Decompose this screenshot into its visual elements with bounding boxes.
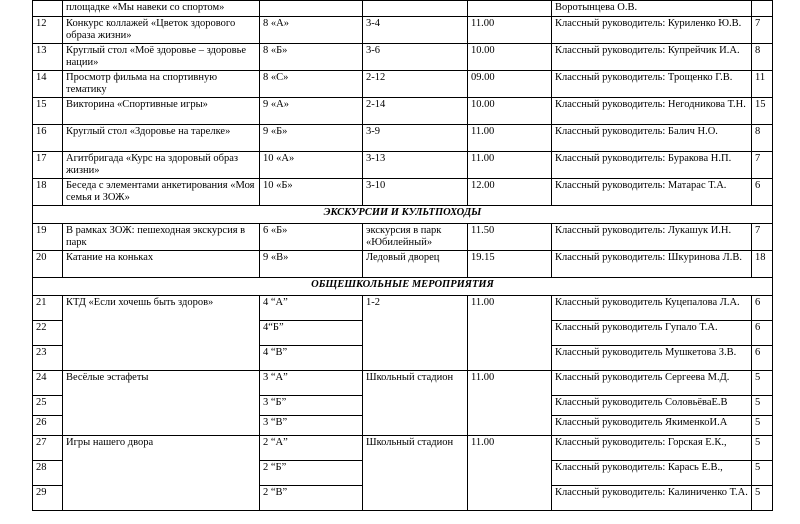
place-cell: 2-12 [363, 71, 468, 98]
place-cell: Ледовый дворец [363, 251, 468, 278]
count-cell: 5 [752, 371, 773, 396]
schedule-table [32, 0, 773, 511]
row-number: 27 [33, 436, 63, 461]
place-cell: 2-14 [363, 98, 468, 125]
event-name: Викторина «Спортивные игры» [63, 98, 260, 125]
class-cell: 8 «С» [260, 71, 363, 98]
count-cell: 6 [752, 296, 773, 321]
class-cell: 4“Б” [260, 321, 363, 346]
responsible-cell: Классный руководитель: Балич Н.О. [552, 125, 752, 152]
time-cell: 11.00 [468, 296, 552, 371]
place-cell: Школьный стадион [363, 371, 468, 436]
responsible-cell: Классный руководитель Мушкетова З.В. [552, 346, 752, 371]
row-number: 28 [33, 461, 63, 486]
count-cell: 7 [752, 224, 773, 251]
table-row [33, 1, 773, 17]
class-cell: 6 «Б» [260, 224, 363, 251]
count-cell: 7 [752, 17, 773, 44]
class-cell: 10 «Б» [260, 179, 363, 206]
count-cell: 5 [752, 416, 773, 436]
class-cell: 3 “Б” [260, 396, 363, 416]
responsible-cell: Классный руководитель: Буракова Н.П. [552, 152, 752, 179]
event-name: площадке «Мы навеки со спортом» [63, 1, 260, 17]
responsible-cell: Классный руководитель: Карась Е.В., [552, 461, 752, 486]
time-cell: 11.00 [468, 371, 552, 436]
class-cell: 2 “В” [260, 486, 363, 511]
count-cell: 11 [752, 71, 773, 98]
event-name: Весёлые эстафеты [63, 371, 260, 436]
responsible-cell: Классный руководитель: Купрейчик И.А. [552, 44, 752, 71]
class-cell: 8 «Б» [260, 44, 363, 71]
table-row [33, 436, 773, 461]
row-number: 14 [33, 71, 63, 98]
time-cell: 11.50 [468, 224, 552, 251]
time-cell: 19.15 [468, 251, 552, 278]
place-cell [363, 1, 468, 17]
count-cell: 8 [752, 125, 773, 152]
time-cell: 10.00 [468, 44, 552, 71]
responsible-cell: Классный руководитель: Калиниченко Т.А. [552, 486, 752, 511]
event-name: Агитбригада «Курс на здоровый образ жизни» [63, 152, 260, 179]
place-cell: экскурсия в парк «Юбилейный» [363, 224, 468, 251]
class-cell: 4 “А” [260, 296, 363, 321]
row-number: 17 [33, 152, 63, 179]
place-cell: 3-6 [363, 44, 468, 71]
class-cell: 8 «А» [260, 17, 363, 44]
count-cell: 6 [752, 346, 773, 371]
event-name: В рамках ЗОЖ: пешеходная экскурсия в парк [63, 224, 260, 251]
row-number: 22 [33, 321, 63, 346]
table-row [33, 44, 773, 71]
class-cell: 9 «Б» [260, 125, 363, 152]
table-row [33, 179, 773, 206]
responsible-cell: Классный руководитель Гупало Т.А. [552, 321, 752, 346]
table-row [33, 17, 773, 44]
table-row [33, 371, 773, 396]
class-cell: 4 “В” [260, 346, 363, 371]
table-row [33, 224, 773, 251]
responsible-cell: Классный руководитель Куцепалова Л.А. [552, 296, 752, 321]
table-row [33, 71, 773, 98]
table-row [33, 296, 773, 321]
count-cell: 5 [752, 486, 773, 511]
count-cell: 6 [752, 321, 773, 346]
table-row [33, 251, 773, 278]
responsible-cell: Классный руководитель: Куриленко Ю.В. [552, 17, 752, 44]
event-name: Круглый стол «Здоровье на тарелке» [63, 125, 260, 152]
class-cell: 3 “А” [260, 371, 363, 396]
row-number: 26 [33, 416, 63, 436]
time-cell: 11.00 [468, 17, 552, 44]
class-cell: 9 «А» [260, 98, 363, 125]
row-number: 15 [33, 98, 63, 125]
section-row [33, 278, 773, 296]
count-cell: 7 [752, 152, 773, 179]
event-name: КТД «Если хочешь быть здоров» [63, 296, 260, 371]
time-cell [468, 1, 552, 17]
time-cell: 11.00 [468, 125, 552, 152]
responsible-cell: Классный руководитель: Горская Е.К., [552, 436, 752, 461]
count-cell: 5 [752, 396, 773, 416]
place-cell: 3-10 [363, 179, 468, 206]
time-cell: 12.00 [468, 179, 552, 206]
time-cell: 10.00 [468, 98, 552, 125]
place-cell: 1-2 [363, 296, 468, 371]
table-row [33, 98, 773, 125]
class-cell: 2 “А” [260, 436, 363, 461]
event-name: Круглый стол «Моё здоровье – здоровье нации» [63, 44, 260, 71]
section-row [33, 206, 773, 224]
row-number: 23 [33, 346, 63, 371]
row-number: 21 [33, 296, 63, 321]
row-number: 19 [33, 224, 63, 251]
row-number: 13 [33, 44, 63, 71]
responsible-cell: Классный руководитель: Матарас Т.А. [552, 179, 752, 206]
place-cell: Школьный стадион [363, 436, 468, 511]
count-cell: 15 [752, 98, 773, 125]
responsible-cell: Классный руководитель ЯкименкоИ.А [552, 416, 752, 436]
responsible-cell: Классный руководитель СоловьёваЕ.В [552, 396, 752, 416]
class-cell [260, 1, 363, 17]
count-cell: 18 [752, 251, 773, 278]
table-row [33, 125, 773, 152]
event-name: Беседа с элементами анкетирования «Моя семья и ЗОЖ» [63, 179, 260, 206]
class-cell: 10 «А» [260, 152, 363, 179]
class-cell: 9 «В» [260, 251, 363, 278]
section-heading-excursions: ЭКСКУРСИИ И КУЛЬТПОХОДЫ [33, 206, 773, 224]
event-name: Просмотр фильма на спортивную тематику [63, 71, 260, 98]
responsible-cell: Классный руководитель Сергеева М.Д. [552, 371, 752, 396]
row-number: 18 [33, 179, 63, 206]
row-number: 20 [33, 251, 63, 278]
place-cell: 3-4 [363, 17, 468, 44]
row-number: 12 [33, 17, 63, 44]
row-number: 16 [33, 125, 63, 152]
time-cell: 11.00 [468, 152, 552, 179]
row-number: 25 [33, 396, 63, 416]
class-cell: 2 “Б” [260, 461, 363, 486]
responsible-cell: Классный руководитель: Трощенко Г.В. [552, 71, 752, 98]
row-number [33, 1, 63, 17]
responsible-cell: Классный руководитель: Шкуринова Л.В. [552, 251, 752, 278]
place-cell: 3-13 [363, 152, 468, 179]
count-cell: 5 [752, 461, 773, 486]
section-heading-school: ОБЩЕШКОЛЬНЫЕ МЕРОПРИЯТИЯ [33, 278, 773, 296]
time-cell: 11.00 [468, 436, 552, 511]
schedule-page [32, 0, 772, 511]
count-cell [752, 1, 773, 17]
count-cell: 8 [752, 44, 773, 71]
event-name: Катание на коньках [63, 251, 260, 278]
class-cell: 3 “В” [260, 416, 363, 436]
responsible-cell: Воротынцева О.В. [552, 1, 752, 17]
time-cell: 09.00 [468, 71, 552, 98]
count-cell: 6 [752, 179, 773, 206]
responsible-cell: Классный руководитель: Негодникова Т.Н. [552, 98, 752, 125]
event-name: Конкурс коллажей «Цветок здорового образа жизни» [63, 17, 260, 44]
place-cell: 3-9 [363, 125, 468, 152]
count-cell: 5 [752, 436, 773, 461]
table-row [33, 152, 773, 179]
responsible-cell: Классный руководитель: Лукашук И.Н. [552, 224, 752, 251]
row-number: 29 [33, 486, 63, 511]
row-number: 24 [33, 371, 63, 396]
event-name: Игры нашего двора [63, 436, 260, 511]
